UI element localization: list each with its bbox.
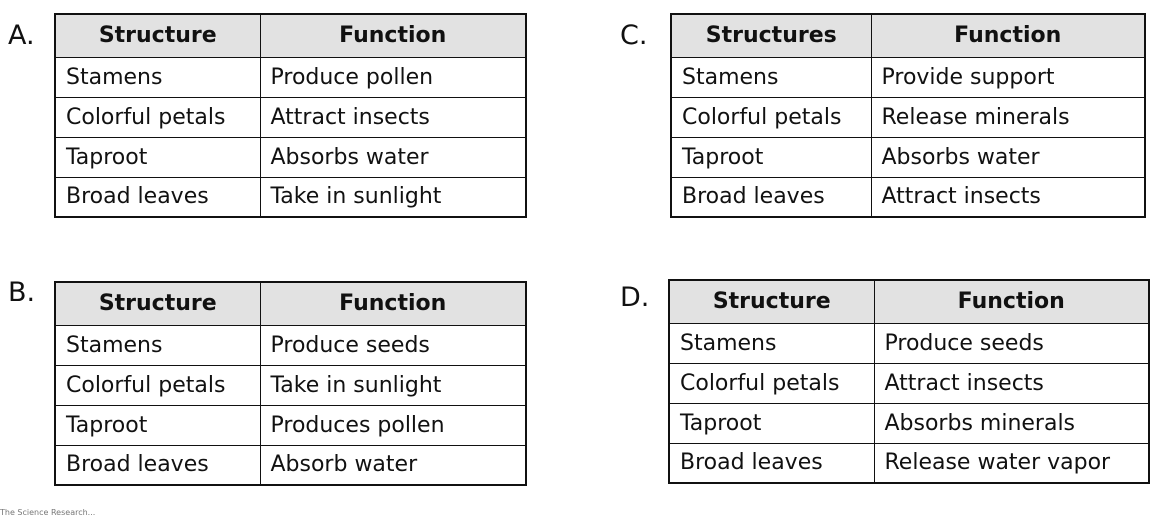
function-cell: Attract insects	[260, 97, 526, 137]
function-cell: Absorbs water	[260, 137, 526, 177]
function-cell: Absorb water	[260, 445, 526, 485]
function-cell: Take in sunlight	[260, 177, 526, 217]
function-cell: Absorbs minerals	[874, 403, 1149, 443]
column-header-function: Function	[260, 14, 526, 57]
table-row	[671, 177, 1145, 217]
function-cell: Release minerals	[871, 97, 1145, 137]
table-row	[55, 177, 526, 217]
table-row	[55, 405, 526, 445]
table-row	[669, 323, 1149, 363]
footer-note: The Science Research...	[0, 508, 96, 517]
table-row	[55, 57, 526, 97]
column-header-structure: Structure	[669, 280, 874, 323]
function-cell: Attract insects	[874, 363, 1149, 403]
table-row	[55, 445, 526, 485]
table-header-row	[55, 282, 526, 325]
structure-cell: Stamens	[55, 325, 260, 365]
table-row	[55, 97, 526, 137]
structure-cell: Stamens	[671, 57, 871, 97]
function-cell: Absorbs water	[871, 137, 1145, 177]
function-cell: Produce pollen	[260, 57, 526, 97]
function-cell: Produce seeds	[874, 323, 1149, 363]
structure-cell: Colorful petals	[671, 97, 871, 137]
table-row	[671, 57, 1145, 97]
column-header-function: Function	[871, 14, 1145, 57]
table-row	[671, 97, 1145, 137]
structure-cell: Colorful petals	[55, 365, 260, 405]
table-header-row	[55, 14, 526, 57]
function-cell: Produce seeds	[260, 325, 526, 365]
structure-cell: Taproot	[669, 403, 874, 443]
function-cell: Produces pollen	[260, 405, 526, 445]
function-cell: Release water vapor	[874, 443, 1149, 483]
structure-cell: Broad leaves	[55, 177, 260, 217]
option-table-d	[668, 279, 1150, 484]
structure-cell: Broad leaves	[55, 445, 260, 485]
structure-cell: Broad leaves	[671, 177, 871, 217]
structure-cell: Taproot	[55, 137, 260, 177]
table-row	[671, 137, 1145, 177]
structure-cell: Stamens	[55, 57, 260, 97]
table-row	[669, 443, 1149, 483]
table-row	[669, 403, 1149, 443]
structure-cell: Taproot	[55, 405, 260, 445]
function-cell: Attract insects	[871, 177, 1145, 217]
table-row	[669, 363, 1149, 403]
option-label-c: C.	[620, 20, 648, 51]
table-header-row	[669, 280, 1149, 323]
function-cell: Take in sunlight	[260, 365, 526, 405]
structure-cell: Colorful petals	[669, 363, 874, 403]
structure-cell: Broad leaves	[669, 443, 874, 483]
option-table-a	[54, 13, 527, 218]
table-row	[55, 325, 526, 365]
structure-cell: Colorful petals	[55, 97, 260, 137]
function-cell: Provide support	[871, 57, 1145, 97]
option-table-b	[54, 281, 527, 486]
table-row	[55, 137, 526, 177]
table-row	[55, 365, 526, 405]
column-header-structure: Structures	[671, 14, 871, 57]
column-header-structure: Structure	[55, 282, 260, 325]
option-table-c	[670, 13, 1146, 218]
column-header-function: Function	[874, 280, 1149, 323]
structure-cell: Taproot	[671, 137, 871, 177]
option-label-b: B.	[8, 277, 36, 308]
column-header-structure: Structure	[55, 14, 260, 57]
option-label-d: D.	[620, 282, 650, 313]
option-label-a: A.	[8, 20, 35, 51]
structure-cell: Stamens	[669, 323, 874, 363]
column-header-function: Function	[260, 282, 526, 325]
table-header-row	[671, 14, 1145, 57]
